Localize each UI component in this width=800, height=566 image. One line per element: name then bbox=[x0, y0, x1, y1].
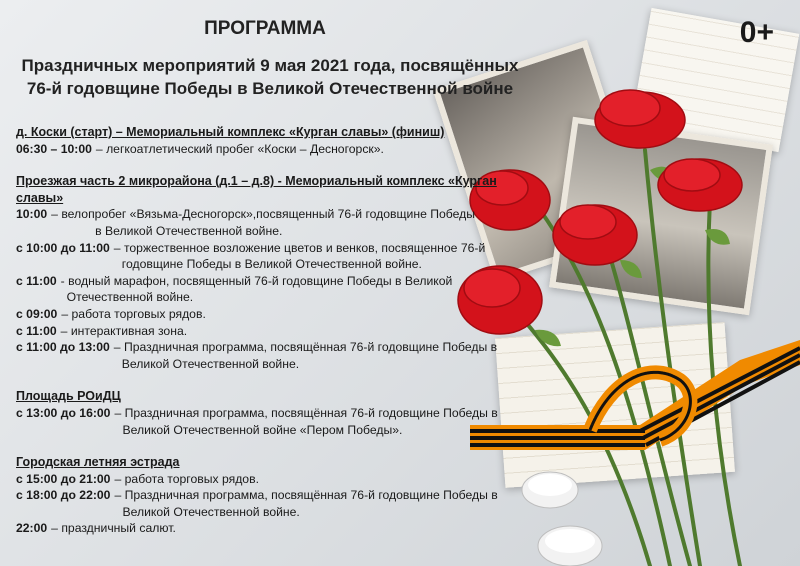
program-item bbox=[16, 306, 536, 323]
event-line: – легкоатлетический пробег «Коски – Десногорск». bbox=[95, 141, 384, 156]
program-section bbox=[16, 173, 536, 372]
section-heading: Проезжая часть 2 микрорайона (д.1 – д.8) - Мемориальный комплекс «Курган славы» bbox=[16, 174, 497, 205]
event-line: – Праздничная программа, посвящённая 76-й годовщине Победы в bbox=[113, 340, 498, 355]
event-description bbox=[92, 141, 384, 158]
program-item bbox=[16, 323, 536, 340]
event-time: с 11:00 bbox=[16, 273, 57, 288]
event-line: годовщине Победы в Великой Отечественной войне. bbox=[121, 257, 422, 272]
event-time: 22:00 bbox=[16, 521, 48, 536]
program-item bbox=[16, 141, 536, 158]
program-list bbox=[16, 124, 536, 553]
program-section bbox=[16, 388, 536, 438]
program-item bbox=[16, 405, 536, 438]
program-item bbox=[16, 339, 536, 372]
event-description bbox=[57, 306, 205, 323]
event-time: с 11:00 bbox=[16, 323, 57, 338]
program-item bbox=[16, 240, 536, 273]
event-line: Великой Отечественной войне. bbox=[121, 356, 300, 371]
event-line: Великой Отечественной войне «Пером Победы». bbox=[122, 422, 403, 437]
subtitle-line: 76-й годовщине Победы в Великой Отечественной войне bbox=[26, 79, 514, 98]
event-description bbox=[57, 323, 187, 340]
event-line: – работа торговых рядов. bbox=[114, 471, 259, 486]
event-line: – Праздничная программа, посвящённая 76-й годовщине Победы в bbox=[114, 405, 498, 420]
subtitle-line: Праздничных мероприятий 9 мая 2021 года, посвящённых bbox=[21, 56, 519, 75]
event-time: 06:30 – 10:00 bbox=[16, 141, 92, 156]
program-section bbox=[16, 454, 536, 537]
section-heading: Площадь РОиДЦ bbox=[16, 389, 121, 404]
event-line: - водный марафон, посвященный 76-й годовщине Победы в Великой bbox=[60, 273, 453, 288]
event-time: с 15:00 до 21:00 bbox=[16, 471, 111, 486]
event-line: – интерактивная зона. bbox=[60, 323, 188, 338]
page-subtitle bbox=[10, 54, 530, 100]
event-time: с 09:00 bbox=[16, 306, 58, 321]
event-line: – Праздничная программа, посвящённая 76-й годовщине Победы в bbox=[114, 488, 498, 503]
event-description bbox=[57, 273, 453, 306]
event-time: с 18:00 до 22:00 bbox=[16, 488, 111, 503]
event-description bbox=[110, 405, 497, 438]
event-line: Великой Отечественной войне. bbox=[122, 504, 300, 519]
program-item bbox=[16, 487, 536, 520]
program-item bbox=[16, 273, 536, 306]
event-time: с 10:00 до 11:00 bbox=[16, 240, 110, 255]
program-item bbox=[16, 206, 536, 239]
event-description bbox=[110, 487, 497, 520]
event-line: – работа торговых рядов. bbox=[61, 306, 206, 321]
age-rating-badge: 0+ bbox=[739, 16, 774, 49]
program-item bbox=[16, 520, 536, 537]
event-line: в Великой Отечественной войне. bbox=[95, 223, 283, 238]
event-line: – торжественное возложение цветов и венков, посвященное 76-й bbox=[113, 240, 486, 255]
event-line: Отечественной войне. bbox=[66, 290, 194, 305]
event-description bbox=[110, 339, 497, 372]
page-title: ПРОГРАММА bbox=[204, 18, 326, 39]
event-description bbox=[110, 471, 258, 488]
event-description bbox=[110, 240, 485, 273]
event-line: – праздничный салют. bbox=[51, 521, 176, 536]
event-time: с 13:00 до 16:00 bbox=[16, 405, 111, 420]
event-description bbox=[47, 206, 475, 239]
event-line: – велопробег «Вязьма-Десногорск»,посвященный 76-й годовщине Победы bbox=[51, 207, 476, 222]
event-time: с 11:00 до 13:00 bbox=[16, 340, 110, 355]
event-time: 10:00 bbox=[16, 207, 48, 222]
section-heading: д. Коски (старт) – Мемориальный комплекс «Курган славы» (финиш) bbox=[16, 125, 445, 139]
program-section bbox=[16, 124, 536, 157]
event-description bbox=[47, 520, 176, 537]
program-item bbox=[16, 471, 536, 488]
section-heading: Городская летняя эстрада bbox=[16, 455, 180, 470]
